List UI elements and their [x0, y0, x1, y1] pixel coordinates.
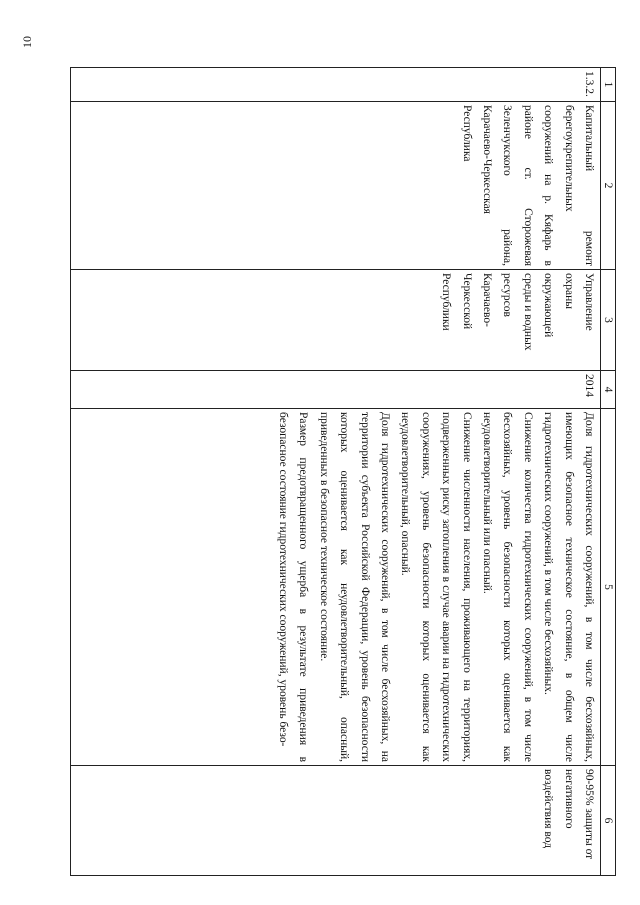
header-cell-6: 6: [601, 766, 616, 876]
header-cell-5: 5: [601, 409, 616, 766]
indicator-4: Доля гидротехнических сооружений, в том числе бесхозяйных, на территории субъекта Российской Федерации, уровень безопасности которых оценивается как неудовлетворительный, опасный, приведенных в безопасное техническое состояние.: [317, 412, 391, 762]
indicator-5: Размер предотвращенного ущерба в результате приведения в безопасное состояние гидротехнических сооружений, уровень безо-: [276, 412, 310, 762]
program-table: [70, 67, 616, 876]
rotated-page: [55, 67, 616, 875]
expected-effect: 90-95% защиты от негативного воздействия вод: [71, 766, 601, 876]
header-cell-2: 2: [601, 102, 616, 270]
table-row: [71, 68, 601, 876]
object-name: Капитальный ремонт берегоукрепительных сооружений на р. Кяфарь в районе ст. Сторожевая Зеленчукского района, Карачаево-Черкесская Республика: [71, 102, 601, 270]
header-row: [601, 68, 616, 876]
header-cell-1: 1: [601, 68, 616, 102]
indicator-1: Доля гидротехнических сооружений, в том числе бесхозяйных, имеющих безопасное техническое состояние, в общем числе гидротехнических сооружений, в том числе бесхозяйных.: [542, 412, 595, 762]
header-cell-3: 3: [601, 270, 616, 371]
item-number: 1.3.2.: [71, 68, 601, 102]
year: 2014: [71, 371, 601, 409]
indicator-3: Снижение численности населения, проживающего на территориях, подверженных риску затопления в случае аварии на гидротехнических сооружениях, уровень безопасности которых оценивается как неудовлетворительный, опасный.: [399, 412, 473, 762]
header-cell-4: 4: [601, 371, 616, 409]
indicator-2: Снижение количества гидротехнических сооружений, в том числе бесхозяйных, уровень безопасности которых оценивается как неудовлетворительный или опасный.: [480, 412, 534, 762]
page-number: 10: [20, 36, 34, 48]
indicators: [71, 409, 601, 766]
responsible-body: Управление охраны окружающей среды и водных ресурсов Карачаево-Черкесской Республики: [71, 270, 601, 371]
